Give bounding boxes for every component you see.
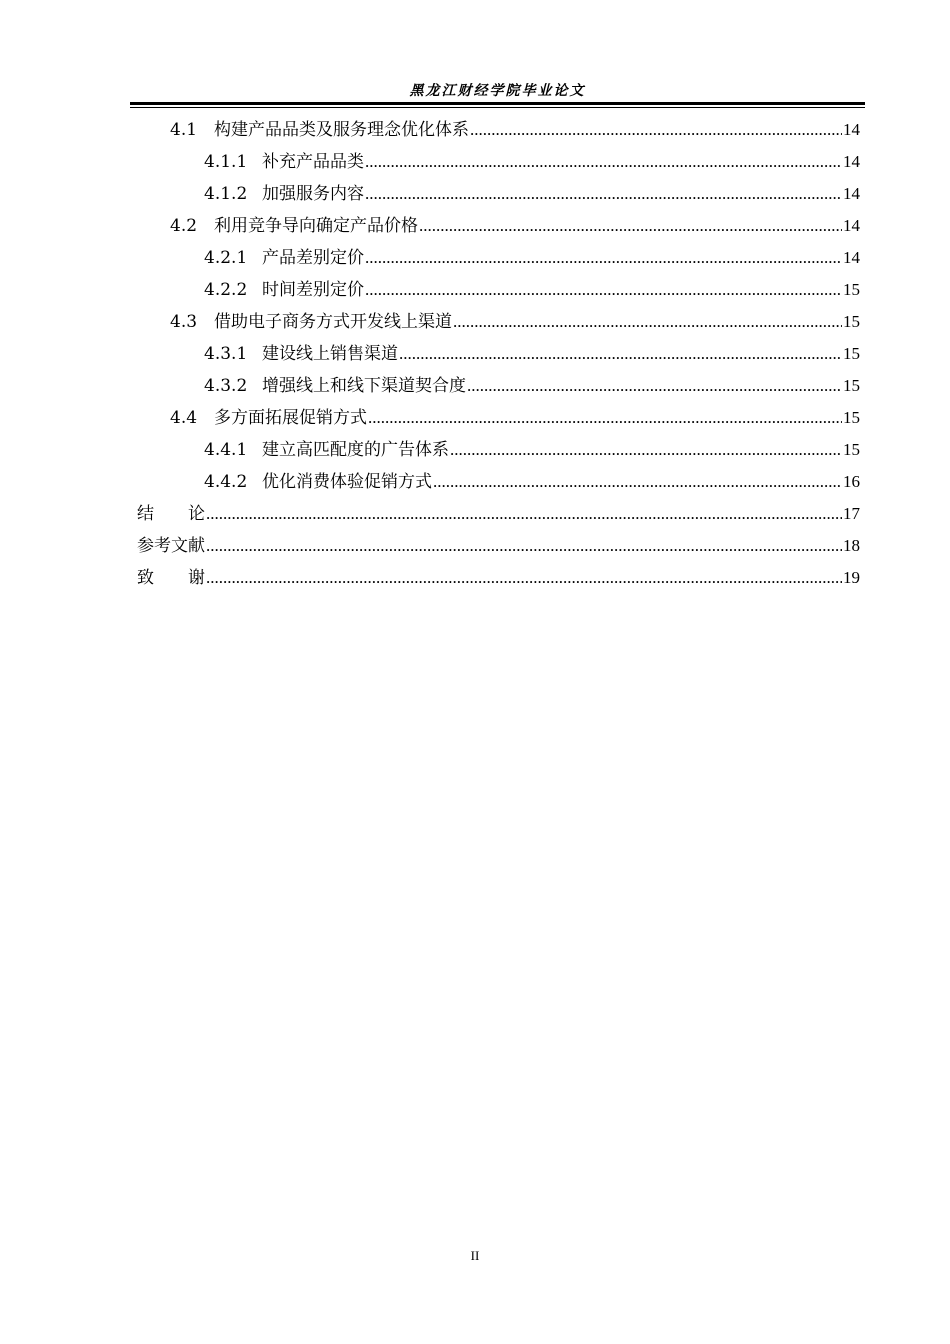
- toc-entry-title: 多方面拓展促销方式: [214, 408, 367, 428]
- page-number: II: [470, 1248, 480, 1263]
- toc-entry-number: 4.3.2: [204, 376, 248, 396]
- toc-entry-page: 15: [843, 440, 860, 459]
- toc-dot-leader: [399, 341, 842, 367]
- toc-entry-page: 15: [843, 312, 860, 331]
- toc-dot-leader: [206, 533, 842, 559]
- toc-dot-leader: [365, 149, 842, 175]
- toc-dot-leader: [206, 565, 842, 591]
- toc-entry[interactable]: [204, 437, 860, 463]
- toc-entry-number: 4.4.1: [204, 440, 248, 460]
- toc-entry-number: 4.2.1: [204, 248, 248, 268]
- toc-entry-page: 15: [843, 408, 860, 427]
- toc-entry-number: 4.2: [170, 216, 198, 236]
- toc-dot-leader: [470, 117, 842, 143]
- toc-dot-leader: [453, 309, 842, 335]
- toc-entry-page: 14: [843, 152, 860, 171]
- toc-entry-page: 14: [843, 248, 860, 267]
- toc-entry-title: 补充产品品类: [262, 152, 364, 172]
- toc-entry-page: 15: [843, 280, 860, 299]
- toc-entry-number: 4.4.2: [204, 472, 248, 492]
- toc-entry-title: 加强服务内容: [262, 184, 364, 204]
- toc-dot-leader: [450, 437, 842, 463]
- toc-entry-number: 4.3.1: [204, 344, 248, 364]
- toc-dot-leader: [206, 501, 842, 527]
- toc-entry-page: 19: [843, 568, 860, 587]
- toc-entry[interactable]: [204, 341, 860, 367]
- toc-entry-page: 18: [843, 536, 860, 555]
- toc-entry[interactable]: [170, 405, 860, 431]
- toc-entry[interactable]: [204, 373, 860, 399]
- toc-dot-leader: [365, 245, 842, 271]
- toc-dot-leader: [433, 469, 842, 495]
- toc-entry[interactable]: [204, 149, 860, 175]
- toc-entry-page: 14: [843, 216, 860, 235]
- toc-entry-title: 借助电子商务方式开发线上渠道: [214, 312, 452, 332]
- toc-entry[interactable]: [204, 469, 860, 495]
- toc-entry[interactable]: [204, 277, 860, 303]
- toc-entry-page: 16: [843, 472, 860, 491]
- toc-entry-title: 致 谢: [137, 568, 205, 588]
- toc-dot-leader: [419, 213, 842, 239]
- toc-entry-number: 4.1.1: [204, 152, 248, 172]
- toc-entry-page: 15: [843, 376, 860, 395]
- toc-entry-number: 4.4: [170, 408, 198, 428]
- toc-entry-page: 14: [843, 184, 860, 203]
- page-header-title: 黑龙江财经学院毕业论文: [409, 83, 586, 99]
- toc-entry-title: 建立高匹配度的广告体系: [262, 440, 449, 460]
- toc-entry-page: 15: [843, 344, 860, 363]
- toc-entry-title: 时间差别定价: [262, 280, 364, 300]
- toc-entry-title: 利用竞争导向确定产品价格: [214, 216, 418, 236]
- toc-entry-page: 17: [843, 504, 860, 523]
- toc-entry-title: 优化消费体验促销方式: [262, 472, 432, 492]
- toc-entry-number: 4.2.2: [204, 280, 248, 300]
- toc-entry-number: 4.1: [170, 120, 198, 140]
- toc-entry[interactable]: [137, 565, 860, 591]
- toc-entry[interactable]: [204, 245, 860, 271]
- toc-entry-number: 4.3: [170, 312, 198, 332]
- toc-dot-leader: [365, 181, 842, 207]
- toc-entry[interactable]: [170, 213, 860, 239]
- toc-entry[interactable]: [137, 501, 860, 527]
- toc-dot-leader: [467, 373, 842, 399]
- toc-entry[interactable]: [170, 117, 860, 143]
- toc-dot-leader: [365, 277, 842, 303]
- header-rule-thick: [130, 102, 865, 105]
- toc-entry-title: 产品差别定价: [262, 248, 364, 268]
- toc-entry[interactable]: [137, 533, 860, 559]
- toc-entry-page: 14: [843, 120, 860, 139]
- toc-entry[interactable]: [204, 181, 860, 207]
- header-rule-thin: [130, 107, 865, 108]
- toc-entry[interactable]: [170, 309, 860, 335]
- toc-entry-title: 构建产品品类及服务理念优化体系: [214, 120, 469, 140]
- toc-dot-leader: [368, 405, 842, 431]
- toc-entry-title: 建设线上销售渠道: [262, 344, 398, 364]
- toc-entry-title: 增强线上和线下渠道契合度: [262, 376, 466, 396]
- toc-entry-title: 参考文献: [137, 536, 205, 556]
- toc-entry-number: 4.1.2: [204, 184, 248, 204]
- toc-entry-title: 结 论: [137, 504, 205, 524]
